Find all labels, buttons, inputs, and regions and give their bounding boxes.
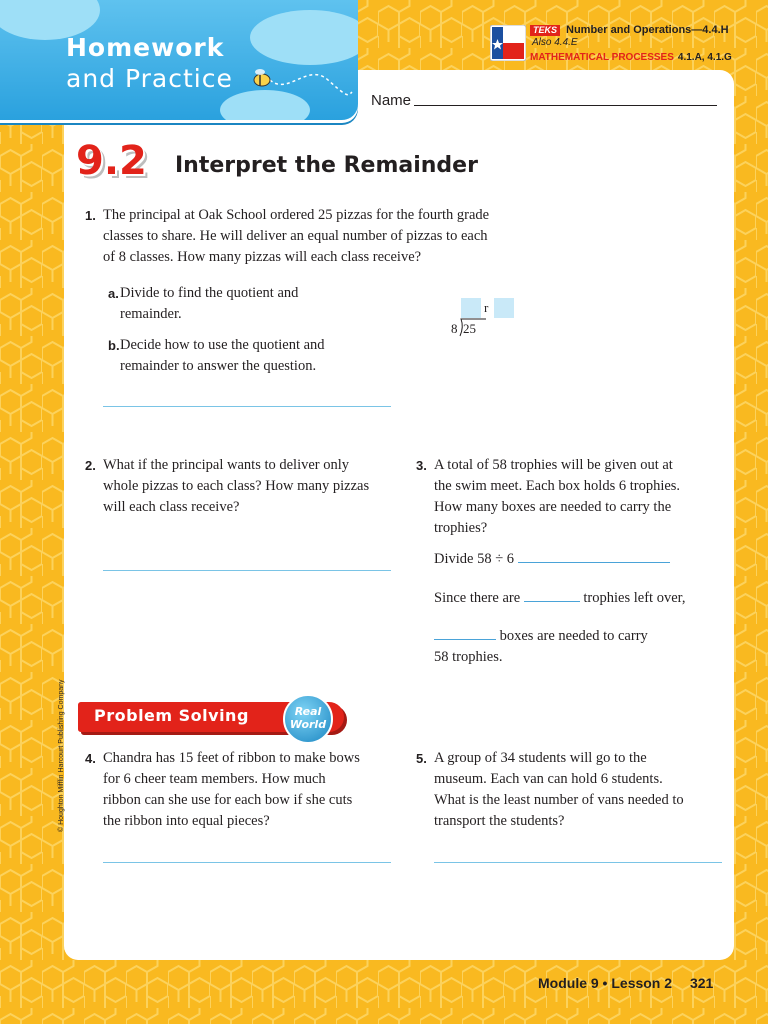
- answer-line-4[interactable]: [103, 862, 391, 863]
- question-line: What is the least number of vans needed to: [434, 792, 684, 808]
- question-number: 5.: [416, 751, 427, 766]
- part-label: a.: [108, 286, 119, 301]
- question-line: classes to share. He will deliver an equal number of pizzas to each: [103, 228, 488, 244]
- left-over-text: trophies left over,: [583, 590, 686, 606]
- question-line: whole pizzas to each class? How many pizzas: [103, 478, 370, 494]
- question-line: remainder to answer the question.: [120, 358, 317, 374]
- boxes-needed-blank[interactable]: [434, 639, 496, 640]
- question-line: for 6 cheer team members. How much: [103, 771, 326, 787]
- question-number: 1.: [85, 208, 96, 223]
- question-3: [416, 455, 734, 539]
- question-2: [85, 455, 403, 518]
- remainder-r: r: [484, 300, 489, 315]
- answer-line-5[interactable]: [434, 862, 722, 863]
- mathematical-processes: MATHEMATICAL PROCESSES 4.1.A, 4.1.G: [530, 52, 732, 63]
- divide-text: Divide 58 ÷ 6: [434, 551, 515, 567]
- question-line: the swim meet. Each box holds 6 trophies.: [434, 478, 681, 494]
- boxes-text: boxes are needed to carry: [499, 628, 648, 644]
- question-1a: [108, 283, 380, 325]
- lesson-number: 9.2: [76, 138, 147, 184]
- title-line-2: and Practice: [66, 64, 233, 93]
- question-number: 4.: [85, 751, 96, 766]
- texas-flag-icon: [490, 25, 526, 61]
- boxes-prompt: [434, 626, 648, 668]
- lesson-title: Interpret the Remainder: [175, 153, 478, 178]
- question-line: The principal at Oak School ordered 25 pizzas for the fourth grade: [103, 207, 490, 223]
- question-5: [416, 748, 734, 832]
- badge-line-1: Real: [294, 705, 322, 718]
- question-number: 2.: [85, 458, 96, 473]
- question-line: of 8 classes. How many pizzas will each class receive?: [103, 249, 422, 265]
- question-line: remainder.: [120, 306, 182, 322]
- since-prompt: [434, 588, 686, 609]
- question-line: Decide how to use the quotient and: [120, 337, 325, 353]
- question-1b: [108, 335, 380, 377]
- teks-standard: Number and Operations—4.4.H: [566, 24, 729, 36]
- divisor: 8: [451, 321, 458, 336]
- name-field[interactable]: [414, 105, 717, 106]
- problem-solving-label: Problem Solving: [94, 706, 249, 725]
- question-line: A group of 34 students will go to the: [434, 750, 647, 766]
- page-number: 321: [689, 975, 714, 991]
- question-line: A total of 58 trophies will be given out at: [434, 457, 673, 473]
- part-label: b.: [108, 338, 120, 353]
- question-line: Chandra has 15 feet of ribbon to make bows: [103, 750, 360, 766]
- title-line-1: Homework: [66, 33, 225, 62]
- real-world-badge: [283, 694, 333, 744]
- question-number: 3.: [416, 458, 427, 473]
- homework-title: [66, 32, 233, 94]
- module-lesson: Module 9 • Lesson 2: [538, 975, 673, 991]
- dividend: 25: [463, 321, 476, 336]
- question-1: [85, 205, 543, 268]
- question-line: What if the principal wants to deliver only: [103, 457, 350, 473]
- question-line: How many boxes are needed to carry the: [434, 499, 672, 515]
- copyright-notice: © Houghton Mifflin Harcourt Publishing Company: [58, 679, 65, 832]
- remainder-box[interactable]: [494, 298, 514, 318]
- question-line: Divide to find the quotient and: [120, 285, 299, 301]
- teks-badge: TEKS: [530, 25, 560, 36]
- question-line: the ribbon into equal pieces?: [103, 813, 270, 829]
- question-line: transport the students?: [434, 813, 565, 829]
- answer-line-2[interactable]: [103, 570, 391, 571]
- trophies-left-blank[interactable]: [524, 601, 580, 602]
- question-line: museum. Each van can hold 6 students.: [434, 771, 663, 787]
- divide-answer-blank[interactable]: [518, 562, 670, 563]
- trophies-text: 58 trophies.: [434, 649, 503, 665]
- badge-line-2: World: [289, 718, 327, 731]
- quotient-box[interactable]: [461, 298, 481, 318]
- page-footer: [538, 975, 713, 991]
- bee-icon: [248, 66, 358, 106]
- question-line: will each class receive?: [103, 499, 240, 515]
- teks-also: Also 4.4.E: [532, 37, 578, 48]
- answer-line-1[interactable]: [103, 406, 391, 407]
- question-line: ribbon can she use for each bow if she cuts: [103, 792, 353, 808]
- question-line: trophies?: [434, 520, 488, 536]
- name-label: Name: [371, 92, 412, 109]
- divide-prompt: [434, 549, 670, 570]
- question-4: [85, 748, 403, 832]
- since-text: Since there are: [434, 590, 521, 606]
